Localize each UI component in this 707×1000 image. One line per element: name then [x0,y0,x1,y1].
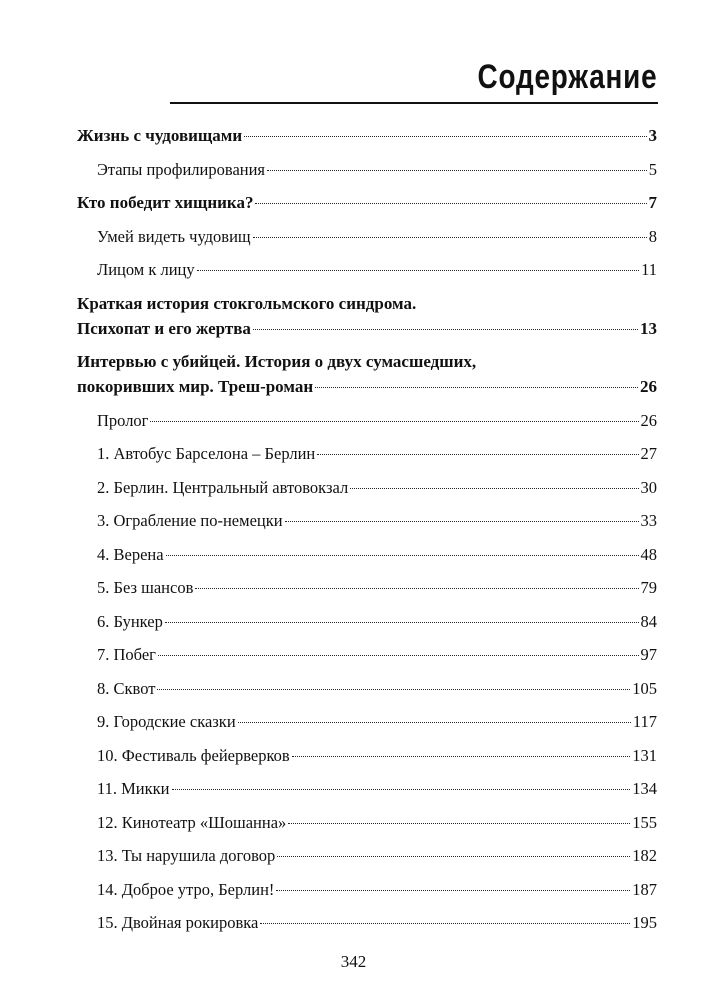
toc-entry-line [97,575,657,600]
toc-page-number: 13 [640,318,657,338]
toc-chapter[interactable] [77,123,657,148]
toc-entry-line [77,123,657,148]
toc-entry-title: 10. Фестиваль фейерверков [97,745,290,765]
title-underline [170,102,658,104]
toc-entry-title: Умей видеть чудовищ [97,226,251,246]
dot-leader [350,488,638,489]
toc-page-number: 131 [632,745,657,765]
dot-leader [317,454,638,455]
dot-leader [172,789,631,790]
toc-page-number: 27 [640,444,657,463]
toc-entry-line [97,776,657,801]
toc-page-number: 117 [632,712,657,731]
toc-entry-line [97,441,657,466]
toc-entry-line [97,843,657,868]
toc-entry-title: 1. Автобус Барселона – Берлин [97,444,316,463]
toc-entry-title: 8. Сквот [97,678,156,698]
toc-page-number: 105 [632,678,657,698]
toc-section[interactable] [77,542,657,567]
dot-leader [253,329,638,330]
toc-page-number: 26 [640,377,657,396]
toc-section[interactable] [77,508,657,533]
toc-section[interactable] [77,910,657,935]
toc-section[interactable] [77,157,657,182]
toc-entry-title: 14. Доброе утро, Берлин! [97,879,275,899]
toc-entry-line [77,190,657,215]
toc-entry-line [77,374,657,399]
toc-section[interactable] [77,642,657,667]
toc-entry-line [97,709,657,734]
toc-entry-line [77,316,657,341]
toc-page-number: 11 [641,260,657,279]
toc-page-number: 97 [640,645,657,664]
toc-section[interactable] [77,776,657,801]
toc-chapter[interactable] [77,190,657,215]
dot-leader [195,588,638,589]
toc-entry-line [97,810,657,835]
toc-entry-title: 9. Городские сказки [97,712,236,731]
toc-entry-line [97,408,657,433]
toc-page-number: 134 [632,779,657,798]
toc-entry-line [97,743,657,768]
toc-entry-title: 2. Берлин. Центральный автовокзал [97,477,349,497]
toc-page-number: 7 [648,193,657,212]
toc-page-number: 155 [632,812,657,832]
toc-entry-line [97,609,657,634]
dot-leader [150,421,638,422]
toc-entry-title: 12. Кинотеатр «Шошанна» [97,812,287,832]
toc-entry-title: 13. Ты нарушила договор [97,846,276,865]
dot-leader [197,270,639,271]
toc-entry-line [97,676,657,701]
toc-entry-title: 4. Верена [97,544,164,564]
toc-entry-title: Кто победит хищника? [77,193,254,212]
toc-entry-line [97,224,657,249]
dot-leader [315,387,638,388]
toc-entry-line [97,877,657,902]
dot-leader [292,756,631,757]
toc-section[interactable] [77,257,657,282]
dot-leader [267,170,647,171]
toc-page-number: 182 [632,846,657,865]
toc-entry-title: Краткая история стокгольмского синдрома. [77,293,417,313]
dot-leader [165,622,639,623]
toc-page-number: 33 [640,511,657,530]
dot-leader [288,823,630,824]
toc-entry-title: Этапы профилирования [97,159,266,179]
toc-section[interactable] [77,609,657,634]
toc-page-number: 30 [640,477,657,497]
toc-entry-line [97,542,657,567]
table-of-contents [77,123,657,944]
toc-section[interactable] [77,743,657,768]
toc-section[interactable] [77,843,657,868]
toc-page-number: 84 [640,611,657,631]
toc-entry-title: Психопат и его жертва [77,318,251,338]
toc-page-number: 5 [648,159,657,179]
page-title: Содержание [477,58,657,96]
dot-leader [260,923,630,924]
toc-section[interactable] [77,676,657,701]
dot-leader [238,722,631,723]
dot-leader [255,203,646,204]
page-number: 342 [340,952,367,971]
toc-page-number: 26 [640,410,657,430]
toc-entry-line [77,291,657,316]
toc-entry-title: 3. Ограбление по-немецки [97,511,283,530]
toc-entry-line [97,508,657,533]
toc-section[interactable] [77,475,657,500]
toc-page-number: 48 [640,544,657,564]
toc-page-number: 79 [640,578,657,597]
dot-leader [277,856,630,857]
toc-page-number: 8 [648,226,657,246]
dot-leader [158,655,639,656]
toc-entry-line [97,475,657,500]
toc-entry-line [97,642,657,667]
toc-page-number: 3 [648,126,657,145]
toc-section[interactable] [77,575,657,600]
toc-section[interactable] [77,877,657,902]
dot-leader [285,521,639,522]
toc-entry-title: Жизнь с чудовищами [77,126,243,145]
toc-page-number: 195 [632,913,657,932]
toc-entry-title: 15. Двойная рокировка [97,913,259,932]
toc-entry-title: 6. Бункер [97,611,163,631]
toc-entry-line [97,257,657,282]
toc-section[interactable] [77,810,657,835]
toc-entry-title: Лицом к лицу [97,260,195,279]
toc-entry-title: Пролог [97,410,149,430]
dot-leader [244,136,646,137]
toc-section[interactable] [77,441,657,466]
toc-page-number: 187 [632,879,657,899]
dot-leader [157,689,630,690]
toc-section[interactable] [77,224,657,249]
dot-leader [166,555,639,556]
toc-chapter[interactable] [77,349,657,399]
toc-entry-title: Интервью с убийцей. История о двух сумасшедших, [77,352,477,371]
toc-entry-title: 5. Без шансов [97,578,194,597]
toc-section[interactable] [77,709,657,734]
toc-entry-title: 7. Побег [97,645,156,664]
dot-leader [253,237,647,238]
toc-chapter[interactable] [77,291,657,341]
toc-entry-title: 11. Микки [97,779,170,798]
toc-entry-line [97,910,657,935]
toc-section[interactable] [77,408,657,433]
toc-entry-line [97,157,657,182]
dot-leader [276,890,630,891]
toc-entry-line [77,349,657,374]
toc-entry-title: покоривших мир. Треш-роман [77,377,314,396]
